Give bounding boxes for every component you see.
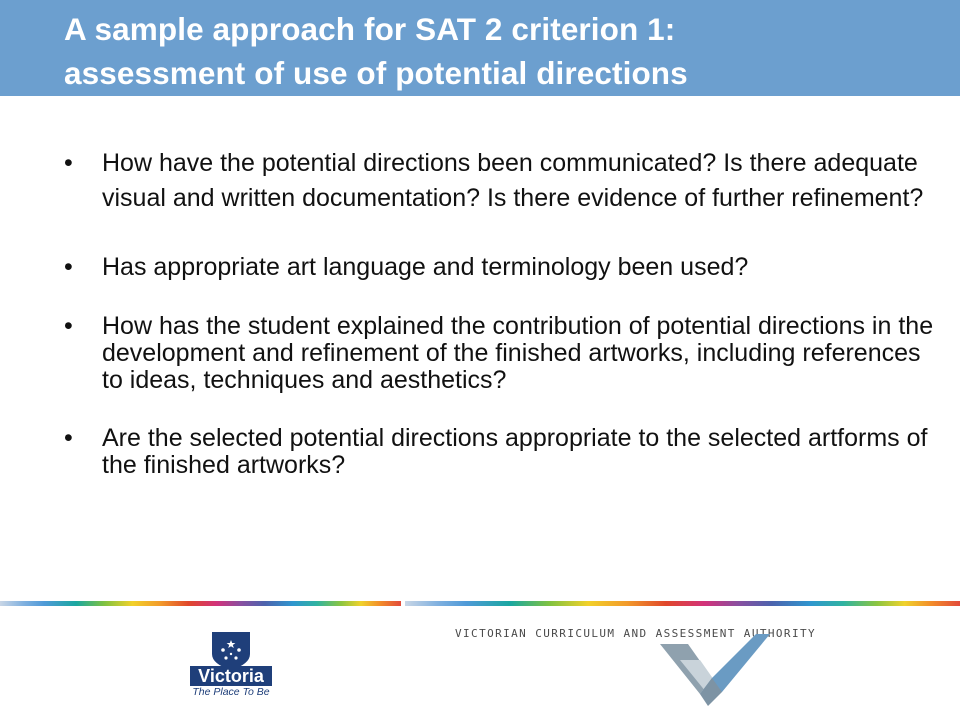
bullet-list xyxy=(64,146,934,479)
victoria-logo xyxy=(190,632,272,698)
bullet-item xyxy=(64,146,934,216)
bullet-text: How has the student explained the contribution of potential directions in the development and refinement of the finished artworks, including references to ideas, techniques and aesthetics? xyxy=(102,312,934,394)
bullet-item xyxy=(64,254,934,281)
rainbow-stripe-right xyxy=(405,601,960,606)
victoria-tagline: The Place To Be xyxy=(192,686,270,698)
bullet-dot: • xyxy=(64,149,73,177)
bullet-dot: • xyxy=(64,312,73,340)
rainbow-stripe-left xyxy=(0,601,401,606)
bullet-dot: • xyxy=(64,424,73,452)
victoria-shield-icon xyxy=(212,632,250,670)
slide-title-line-2: assessment of use of potential directions xyxy=(64,55,688,91)
slide-title xyxy=(64,7,688,95)
slide-title-line-1: A sample approach for SAT 2 criterion 1: xyxy=(64,11,676,47)
bullet-text: Has appropriate art language and terminology been used? xyxy=(102,253,749,281)
title-bar xyxy=(0,0,960,96)
bullet-item xyxy=(64,425,934,479)
bullet-text: How have the potential directions been communicated? Is there adequate visual and written documentation? Is there evidence of further refinement? xyxy=(102,149,924,212)
bullet-item xyxy=(64,313,934,394)
vcaa-tick-icon xyxy=(660,634,770,706)
bullet-dot: • xyxy=(64,253,73,281)
vcaa-name: VICTORIAN CURRICULUM AND ASSESSMENT AUTHORITY xyxy=(455,627,817,640)
victoria-logo-text: Victoria xyxy=(198,666,264,686)
bullet-text: Are the selected potential directions appropriate to the selected artforms of the finished artworks? xyxy=(102,424,928,479)
